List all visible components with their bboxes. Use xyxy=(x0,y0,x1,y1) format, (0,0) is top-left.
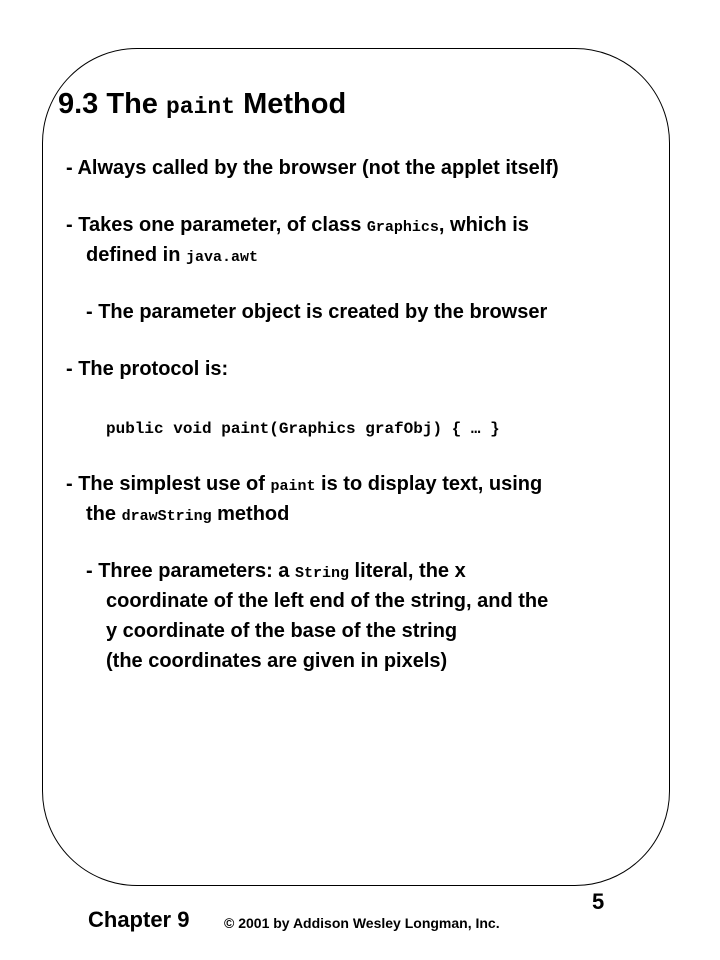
code-drawstring: drawString xyxy=(121,508,212,525)
bullet-defined-in-text: defined in xyxy=(86,244,186,266)
bullet-takes-parameter xyxy=(66,212,529,241)
subbullet-y-coordinate: y coordinate of the base of the string xyxy=(106,620,458,642)
bullet-simplest-use-end: is to display text, using xyxy=(315,473,543,495)
subbullet-parameter-object: - The parameter object is created by the browser xyxy=(86,301,548,323)
bullet-simplest-use xyxy=(66,471,542,500)
code-graphics: Graphics xyxy=(366,219,439,236)
subbullet-pixels-note: (the coordinates are given in pixels) xyxy=(106,650,448,672)
subbullet-three-parameters-text: - Three parameters: a xyxy=(86,560,295,582)
bullet-protocol: - The protocol is: xyxy=(66,358,229,380)
bullet-takes-parameter-end: , which is xyxy=(438,214,529,236)
subbullet-x-coordinate: coordinate of the left end of the string, and the xyxy=(106,590,549,612)
footer-copyright: © 2001 by Addison Wesley Longman, Inc. xyxy=(224,915,500,931)
subbullet-three-parameters xyxy=(86,558,466,587)
code-string: String xyxy=(294,565,349,582)
bullet-simplest-use-text: - The simplest use of xyxy=(66,473,271,495)
title-code-paint: paint xyxy=(166,94,236,120)
slide-title xyxy=(58,84,346,127)
subbullet-three-parameters-end: literal, the x xyxy=(349,560,466,582)
code-paint: paint xyxy=(270,478,316,495)
bullet-drawstring-end: method xyxy=(211,503,290,525)
title-text-start: 9.3 The xyxy=(58,88,166,120)
code-java-awt: java.awt xyxy=(186,249,259,266)
bullet-takes-parameter-text: - Takes one parameter, of class xyxy=(66,214,367,236)
bullet-drawstring-text: the xyxy=(86,503,122,525)
footer-chapter: Chapter 9 xyxy=(88,907,190,932)
bullet-drawstring-method xyxy=(86,501,289,530)
page-number: 5 xyxy=(592,889,605,914)
bullet-defined-in xyxy=(86,242,258,271)
code-protocol-signature: public void paint(Graphics grafObj) { … } xyxy=(106,420,500,438)
title-text-end: Method xyxy=(235,88,347,120)
bullet-always-called: - Always called by the browser (not the applet itself) xyxy=(66,157,559,179)
